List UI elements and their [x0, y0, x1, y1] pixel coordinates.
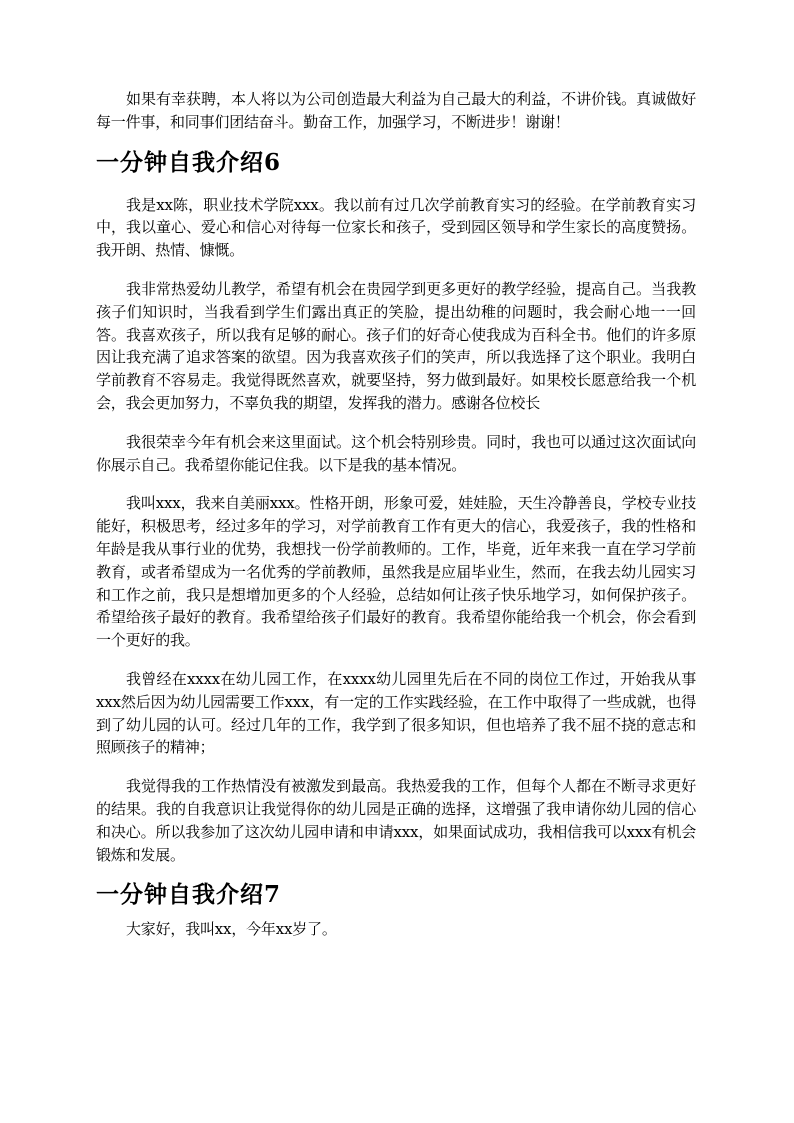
paragraph: 大家好，我叫xx，今年xx岁了。 — [126, 920, 337, 939]
intro-paragraph: 如果有幸获聘，本人将以为公司创造最大利益为自己最大的利益，不讲价钱。真诚做好每一件事，和同事们团结奋斗。勤奋工作，加强学习，不断进步！谢谢！ — [96, 90, 696, 131]
paragraph: 我觉得我的工作热情没有被激发到最高。我热爱我的工作，但每个人都在不断寻求更好的结果。我的自我意识让我觉得你的幼儿园是正确的选择，这增强了我申请你幼儿园的信心和决心。所以我参加了这次幼儿园申请和申请xxx，如果面试成功，我相信我可以xxx有机会锻炼和发展。 — [96, 777, 696, 864]
paragraph: 我曾经在xxxx在幼儿园工作，在xxxx幼儿园里先后在不同的岗位工作过，开始我从事xxx然后因为幼儿园需要工作xxx，有一定的工作实践经验，在工作中取得了一些成就，也得到了幼儿园的认可。经过几年的工作，我学到了很多知识，但也培养了我不屈不挠的意志和照顾孩子的精神； — [96, 669, 696, 757]
document-page — [96, 88, 696, 941]
section-heading-6: 一分钟自我介绍6 — [96, 148, 282, 176]
paragraph: 我非常热爱幼儿教学，希望有机会在贵园学到更多更好的教学经验，提高自己。当我教孩子们知识时，当我看到学生们露出真正的笑脸，提出幼稚的问题时，我会耐心地一一回答。我喜欢孩子，所以我有足够的耐心。孩子们的好奇心使我成为百科全书。他们的许多原因让我充满了追求答案的欲望。因为我喜欢孩子们的笑声，所以我选择了这个职业。我明白学前教育不容易走。我觉得既然喜欢，就要坚持，努力做到最好。如果校长愿意给我一个机会，我会更加努力，不辜负我的期望，发挥我的潜力。感谢各位校长 — [96, 279, 696, 412]
paragraph: 我很荣幸今年有机会来这里面试。这个机会特别珍贵。同时，我也可以通过这次面试向你展示自己。我希望你能记住我。以下是我的基本情况。 — [96, 432, 696, 474]
paragraph: 我叫xxx，我来自美丽xxx。性格开朗，形象可爱，娃娃脸，天生冷静善良，学校专业技能好，积极思考，经过多年的学习，对学前教育工作有更大的信心，我爱孩子，我的性格和年龄是我从事行业的优势，我想找一份学前教师的。工作，毕竟，近年来我一直在学习学前教育，或者希望成为一名优秀的学前教师，虽然我是应届毕业生，然而，在我去幼儿园实习和工作之前，我只是想增加更多的个人经验，总结如何让孩子快乐地学习，如何保护孩子。希望给孩子最好的教育。我希望给孩子们最好的教育。我希望你能给我一个机会，你会看到一个更好的我。 — [96, 494, 696, 650]
paragraph: 我是xx陈，职业技术学院xxx。我以前有过几次学前教育实习的经验。在学前教育实习中，我以童心、爱心和信心对待每一位家长和孩子，受到园区领导和学生家长的高度赞扬。我开朗、热情、慷慨。 — [96, 195, 696, 260]
section-heading-7: 一分钟自我介绍7 — [96, 881, 282, 909]
